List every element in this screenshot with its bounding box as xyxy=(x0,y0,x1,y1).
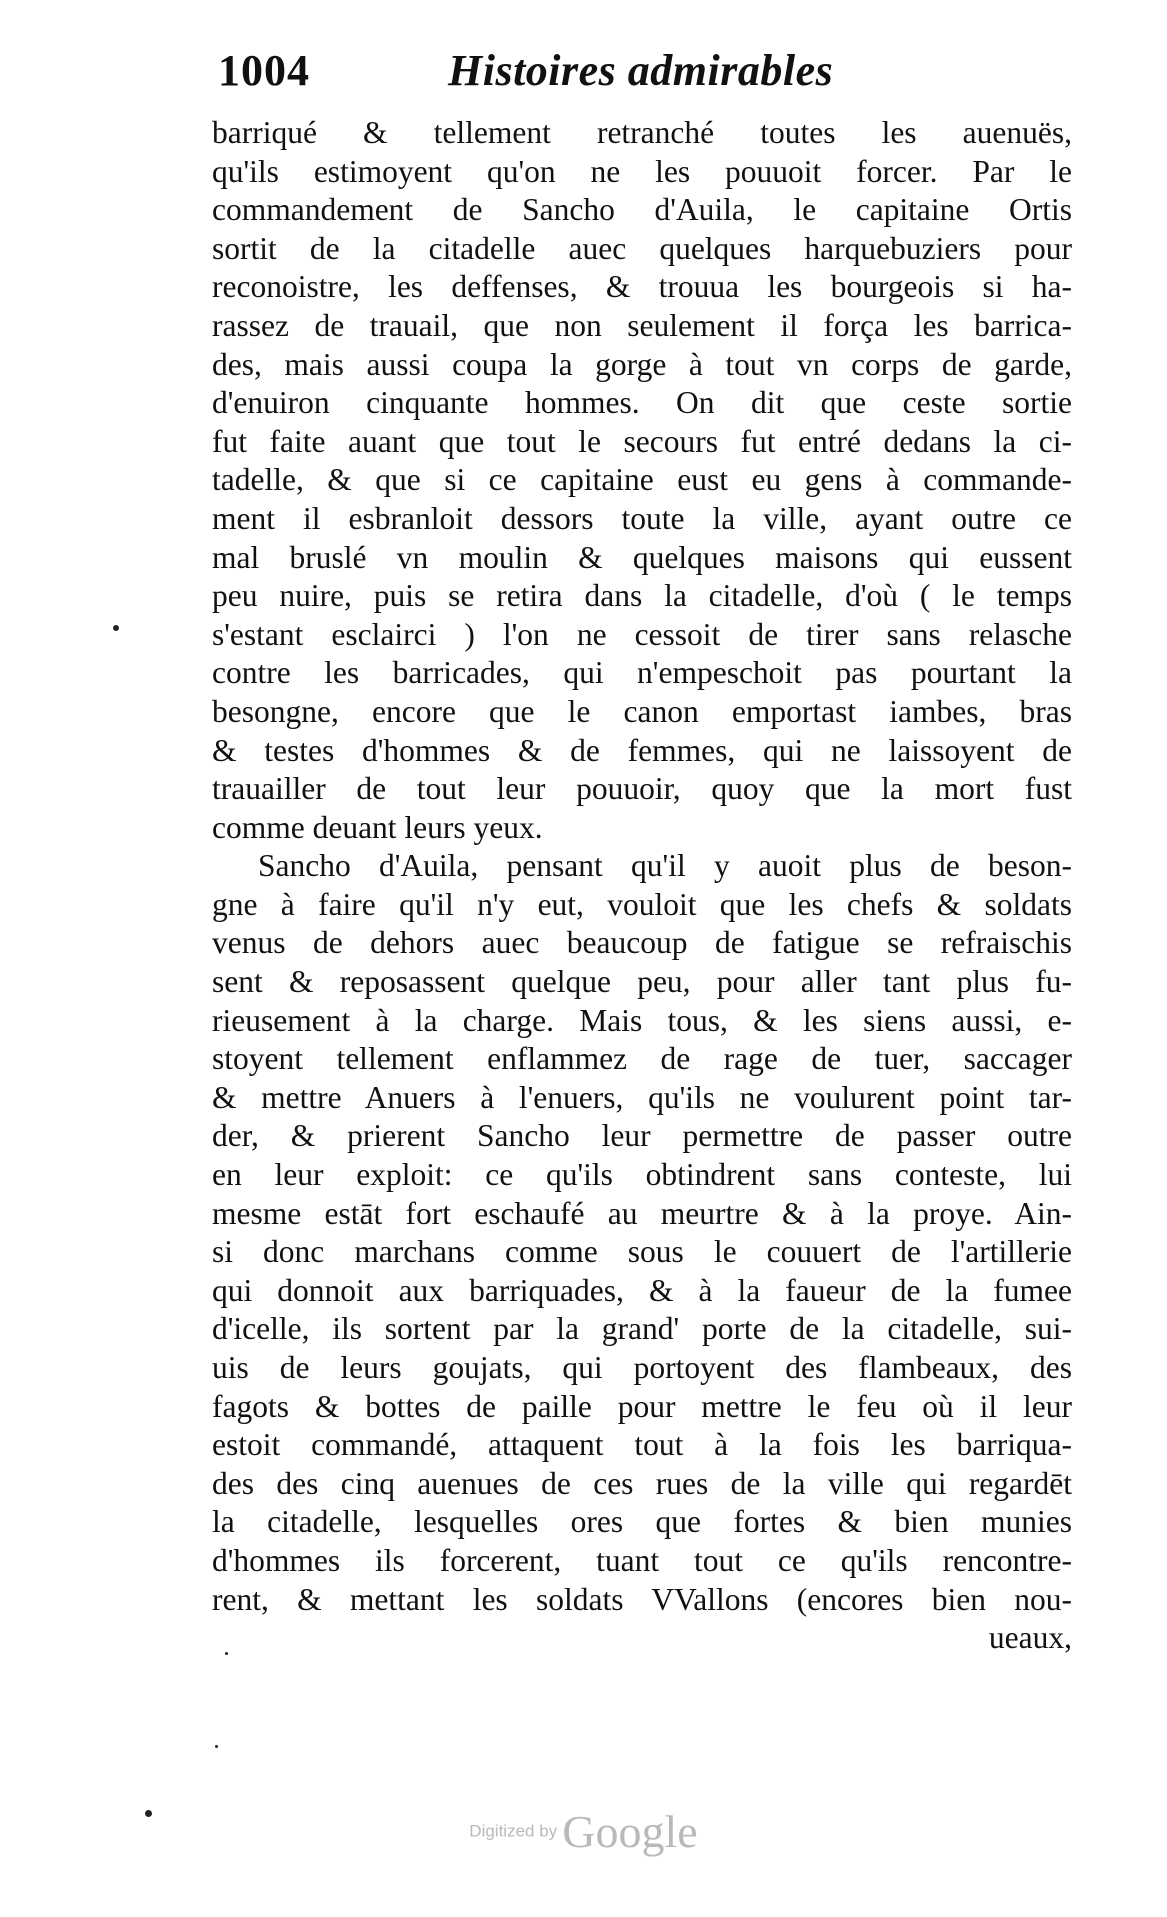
text-line: si donc marchans comme sous le couuert de l'artillerie xyxy=(212,1234,1072,1270)
text-line: qu'ils estimoyent qu'on ne les pouuoit forcer. Par le xyxy=(212,153,1072,189)
text-line: comme deuant leurs yeux. xyxy=(212,809,543,845)
text-line: venus de dehors auec beaucoup de fatigue se refraischis xyxy=(212,925,1072,961)
text-line: s'estant esclairci ) l'on ne cessoit de tirer sans relasche xyxy=(212,616,1072,652)
text-line: stoyent tellement enflammez de rage de tuer, saccager xyxy=(212,1041,1072,1077)
text-line: des des cinq auenues de ces rues de la ville qui regardēt xyxy=(212,1465,1072,1501)
page-number: 1004 xyxy=(218,46,310,95)
text-line: rassez de trauail, que non seulement il força les barrica- xyxy=(212,307,1072,343)
text-line: estoit commandé, attaquent tout à la fois les barriqua- xyxy=(212,1427,1072,1463)
text-line: & mettre Anuers à l'enuers, qu'ils ne voulurent point tar- xyxy=(212,1079,1072,1115)
text-line: trauailler de tout leur pouuoir, quoy que la mort fust xyxy=(212,771,1072,807)
text-line: d'enuiron cinquante hommes. On dit que ceste sortie xyxy=(212,385,1072,421)
text-line: fut faite auant que tout le secours fut entré dedans la ci- xyxy=(212,423,1072,459)
page-header xyxy=(218,45,858,105)
text-line: la citadelle, lesquelles ores que fortes & bien munies xyxy=(212,1504,1072,1540)
text-line: tadelle, & que si ce capitaine eust eu gens à commande- xyxy=(212,462,1072,498)
text-line: sent & reposassent quelque peu, pour aller tant plus fu- xyxy=(212,964,1072,1000)
text-line: peu nuire, puis se retira dans la citadelle, d'où ( le temps xyxy=(212,578,1072,614)
text-line: uis de leurs goujats, qui portoyent des flambeaux, des xyxy=(212,1350,1072,1385)
text-line: en leur exploit: ce qu'ils obtindrent sans conteste, lui xyxy=(212,1157,1072,1193)
text-line: ment il esbranloit dessors toute la ville, ayant outre ce xyxy=(212,500,1072,536)
ink-speck xyxy=(113,625,119,631)
text-line: des, mais aussi coupa la gorge à tout vn corps de garde, xyxy=(212,346,1072,382)
text-line: besongne, encore que le canon emportast iambes, bras xyxy=(212,693,1072,729)
text-line: reconoistre, les deffenses, & trouua les bourgeois si ha- xyxy=(212,269,1072,305)
text-line: & testes d'hommes & de femmes, qui ne laissoyent de xyxy=(212,732,1072,768)
text-line: mal bruslé vn moulin & quelques maisons qui eussent xyxy=(212,539,1072,575)
text-line: rieusement à la charge. Mais tous, & les siens aussi, e- xyxy=(212,1002,1072,1038)
digitized-footer xyxy=(0,1805,1167,1858)
running-title: Histoires admirables xyxy=(448,46,834,95)
text-line: Sancho d'Auila, pensant qu'il y auoit plus de beson- xyxy=(258,848,1072,884)
text-line: rent, & mettant les soldats VVallons (encores bien nou- xyxy=(212,1581,1072,1617)
ink-speck xyxy=(215,1745,218,1748)
text-line: sortit de la citadelle auec quelques harquebuziers pour xyxy=(212,230,1072,266)
text-line: barriqué & tellement retranché toutes les auenuës, xyxy=(212,115,1072,150)
digitized-by-text: Digitized by xyxy=(469,1821,558,1841)
text-line: d'icelle, ils sortent par la grand' porte de la citadelle, sui- xyxy=(212,1311,1072,1347)
text-line: mesme estāt fort eschaufé au meurtre & à la proye. Ain- xyxy=(212,1195,1072,1231)
text-line: der, & prierent Sancho leur permettre de passer outre xyxy=(212,1118,1072,1154)
text-line: fagots & bottes de paille pour mettre le feu où il leur xyxy=(212,1388,1072,1424)
text-line: gne à faire qu'il n'y eut, vouloit que les chefs & soldats xyxy=(212,886,1072,922)
ink-speck xyxy=(225,1652,228,1655)
text-line: qui donnoit aux barriquades, & à la faueur de la fumee xyxy=(212,1272,1072,1308)
catchword: ueaux, xyxy=(988,1620,1072,1656)
google-logo: Google xyxy=(562,1806,698,1857)
text-line: contre les barricades, qui n'empeschoit pas pourtant la xyxy=(212,655,1072,691)
body-text xyxy=(212,114,1072,1658)
text-line: commandement de Sancho d'Auila, le capitaine Ortis xyxy=(212,192,1072,228)
text-line: d'hommes ils forcerent, tuant tout ce qu'ils rencontre- xyxy=(212,1542,1072,1578)
